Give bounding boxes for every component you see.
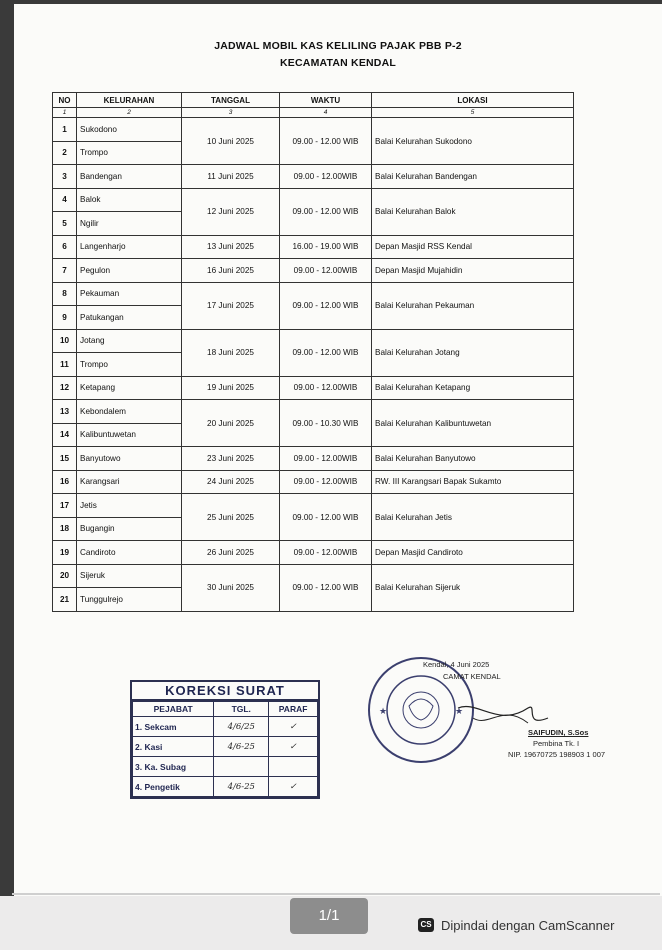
- correction-header-pejabat: PEJABAT: [133, 702, 214, 717]
- document-subtitle: KECAMATAN KENDAL: [280, 57, 396, 69]
- row-tanggal: 24 Juni 2025: [182, 470, 280, 494]
- page-indicator[interactable]: 1/1: [290, 898, 368, 934]
- table-row: [53, 400, 574, 424]
- table-row: [53, 376, 574, 400]
- row-tanggal: 10 Juni 2025: [182, 118, 280, 165]
- correction-tgl: [214, 757, 269, 777]
- row-waktu: 16.00 - 19.00 WIB: [280, 235, 372, 259]
- row-number: 10: [53, 329, 77, 353]
- col-index: 3: [182, 108, 280, 118]
- row-lokasi: Balai Kelurahan Balok: [372, 188, 574, 235]
- row-waktu: 09.00 - 12.00WIB: [280, 541, 372, 565]
- signature-block: [363, 648, 606, 768]
- col-index: 1: [53, 108, 77, 118]
- correction-stamp-title: KOREKSI SURAT: [132, 682, 318, 701]
- camscanner-icon: CS: [418, 918, 434, 932]
- row-lokasi: Balai Kelurahan Jetis: [372, 494, 574, 541]
- row-number: 1: [53, 118, 77, 142]
- row-kelurahan: Pegulon: [77, 259, 182, 283]
- signatory-name: SAIFUDIN, S.Sos: [528, 728, 589, 737]
- row-lokasi: Balai Kelurahan Pekauman: [372, 282, 574, 329]
- row-tanggal: 19 Juni 2025: [182, 376, 280, 400]
- table-row: [53, 118, 574, 142]
- table-row: [53, 494, 574, 518]
- row-number: 8: [53, 282, 77, 306]
- correction-pejabat: 4. Pengetik: [133, 777, 214, 797]
- row-number: 16: [53, 470, 77, 494]
- correction-pejabat: 1. Sekcam: [133, 717, 214, 737]
- correction-pejabat: 2. Kasi: [133, 737, 214, 757]
- schedule-table: [52, 92, 574, 612]
- correction-tgl: 4/6-25: [214, 777, 269, 797]
- row-waktu: 09.00 - 12.00 WIB: [280, 564, 372, 611]
- row-number: 12: [53, 376, 77, 400]
- row-waktu: 09.00 - 12.00 WIB: [280, 118, 372, 165]
- row-number: 20: [53, 564, 77, 588]
- row-number: 15: [53, 447, 77, 471]
- row-lokasi: Balai Kelurahan Sukodono: [372, 118, 574, 165]
- header-row: [53, 93, 574, 108]
- row-kelurahan: Bugangin: [77, 517, 182, 541]
- row-lokasi: Balai Kelurahan Ketapang: [372, 376, 574, 400]
- row-kelurahan: Tunggulrejo: [77, 588, 182, 612]
- header-waktu: WAKTU: [280, 93, 372, 108]
- row-kelurahan: Banyutowo: [77, 447, 182, 471]
- row-number: 17: [53, 494, 77, 518]
- camscanner-label: Dipindai dengan CamScanner: [441, 917, 615, 933]
- table-row: [53, 541, 574, 565]
- row-number: 4: [53, 188, 77, 212]
- row-waktu: 09.00 - 12.00 WIB: [280, 329, 372, 376]
- header-tanggal: TANGGAL: [182, 93, 280, 108]
- table-row: [53, 447, 574, 471]
- row-kelurahan: Ketapang: [77, 376, 182, 400]
- row-kelurahan: Kebondalem: [77, 400, 182, 424]
- row-kelurahan: Trompo: [77, 141, 182, 165]
- table-row: [53, 188, 574, 212]
- table-row: [53, 235, 574, 259]
- row-kelurahan: Ngilir: [77, 212, 182, 236]
- row-waktu: 09.00 - 12.00WIB: [280, 447, 372, 471]
- row-lokasi: RW. III Karangsari Bapak Sukamto: [372, 470, 574, 494]
- row-lokasi: Balai Kelurahan Sijeruk: [372, 564, 574, 611]
- header-kelurahan: KELURAHAN: [77, 93, 182, 108]
- row-lokasi: Depan Masjid RSS Kendal: [372, 235, 574, 259]
- row-tanggal: 23 Juni 2025: [182, 447, 280, 471]
- header-lokasi: LOKASI: [372, 93, 574, 108]
- signatory-rank: Pembina Tk. I: [533, 739, 580, 748]
- correction-paraf: ✓: [269, 737, 318, 757]
- correction-tgl: 4/6-25: [214, 737, 269, 757]
- row-waktu: 09.00 - 12.00 WIB: [280, 494, 372, 541]
- row-kelurahan: Patukangan: [77, 306, 182, 330]
- correction-paraf: ✓: [269, 777, 318, 797]
- row-kelurahan: Sukodono: [77, 118, 182, 142]
- row-number: 11: [53, 353, 77, 377]
- row-lokasi: Depan Masjid Candiroto: [372, 541, 574, 565]
- signature-place-date: Kendal, 4 Juni 2025: [423, 660, 490, 669]
- table-row: [53, 564, 574, 588]
- schedule-body: [53, 118, 574, 612]
- row-tanggal: 18 Juni 2025: [182, 329, 280, 376]
- svg-text:★: ★: [455, 707, 464, 717]
- table-row: [53, 282, 574, 306]
- correction-row: [133, 757, 318, 777]
- row-lokasi: Balai Kelurahan Bandengan: [372, 165, 574, 189]
- row-lokasi: Depan Masjid Mujahidin: [372, 259, 574, 283]
- row-tanggal: 17 Juni 2025: [182, 282, 280, 329]
- correction-table: [132, 701, 318, 797]
- correction-row: [133, 737, 318, 757]
- correction-row: [133, 717, 318, 737]
- col-index: 2: [77, 108, 182, 118]
- row-kelurahan: Karangsari: [77, 470, 182, 494]
- row-waktu: 09.00 - 12.00 WIB: [280, 188, 372, 235]
- row-number: 7: [53, 259, 77, 283]
- row-number: 5: [53, 212, 77, 236]
- table-row: [53, 329, 574, 353]
- correction-pejabat: 3. Ka. Subag: [133, 757, 214, 777]
- table-row: [53, 165, 574, 189]
- row-number: 21: [53, 588, 77, 612]
- correction-tgl: 4/6/25: [214, 717, 269, 737]
- row-number: 13: [53, 400, 77, 424]
- row-lokasi: Balai Kelurahan Jotang: [372, 329, 574, 376]
- row-kelurahan: Balok: [77, 188, 182, 212]
- col-index: 5: [372, 108, 574, 118]
- camscanner-watermark: [418, 916, 614, 934]
- correction-stamp: [130, 680, 320, 799]
- row-waktu: 09.00 - 12.00 WIB: [280, 282, 372, 329]
- row-number: 9: [53, 306, 77, 330]
- correction-header-paraf: PARAF: [269, 702, 318, 717]
- row-tanggal: 13 Juni 2025: [182, 235, 280, 259]
- row-tanggal: 12 Juni 2025: [182, 188, 280, 235]
- signatory-nip: NIP. 19670725 198903 1 007: [508, 750, 606, 759]
- row-kelurahan: Kalibuntuwetan: [77, 423, 182, 447]
- row-tanggal: 25 Juni 2025: [182, 494, 280, 541]
- row-number: 3: [53, 165, 77, 189]
- row-number: 19: [53, 541, 77, 565]
- column-index-row: [53, 108, 574, 118]
- row-tanggal: 30 Juni 2025: [182, 564, 280, 611]
- row-waktu: 09.00 - 12.00WIB: [280, 376, 372, 400]
- row-tanggal: 11 Juni 2025: [182, 165, 280, 189]
- header-no: NO: [53, 93, 77, 108]
- svg-text:★: ★: [379, 707, 388, 717]
- row-kelurahan: Langenharjo: [77, 235, 182, 259]
- row-tanggal: 16 Juni 2025: [182, 259, 280, 283]
- row-number: 18: [53, 517, 77, 541]
- row-number: 14: [53, 423, 77, 447]
- row-tanggal: 26 Juni 2025: [182, 541, 280, 565]
- col-index: 4: [280, 108, 372, 118]
- correction-paraf: ✓: [269, 717, 318, 737]
- row-kelurahan: Jetis: [77, 494, 182, 518]
- row-number: 6: [53, 235, 77, 259]
- table-row: [53, 470, 574, 494]
- row-kelurahan: Candiroto: [77, 541, 182, 565]
- correction-paraf: [269, 757, 318, 777]
- row-kelurahan: Bandengan: [77, 165, 182, 189]
- row-waktu: 09.00 - 12.00WIB: [280, 259, 372, 283]
- row-number: 2: [53, 141, 77, 165]
- document-title: JADWAL MOBIL KAS KELILING PAJAK PBB P-2: [214, 40, 462, 52]
- page-edge-divider: [12, 893, 660, 895]
- row-kelurahan: Pekauman: [77, 282, 182, 306]
- signature-position: CAMAT KENDAL: [443, 672, 501, 681]
- row-lokasi: Balai Kelurahan Banyutowo: [372, 447, 574, 471]
- row-lokasi: Balai Kelurahan Kalibuntuwetan: [372, 400, 574, 447]
- correction-row: [133, 777, 318, 797]
- row-waktu: 09.00 - 12.00WIB: [280, 470, 372, 494]
- row-kelurahan: Trompo: [77, 353, 182, 377]
- row-kelurahan: Sijeruk: [77, 564, 182, 588]
- row-tanggal: 20 Juni 2025: [182, 400, 280, 447]
- table-row: [53, 259, 574, 283]
- row-kelurahan: Jotang: [77, 329, 182, 353]
- row-waktu: 09.00 - 10.30 WIB: [280, 400, 372, 447]
- row-waktu: 09.00 - 12.00WIB: [280, 165, 372, 189]
- correction-header-tgl: TGL.: [214, 702, 269, 717]
